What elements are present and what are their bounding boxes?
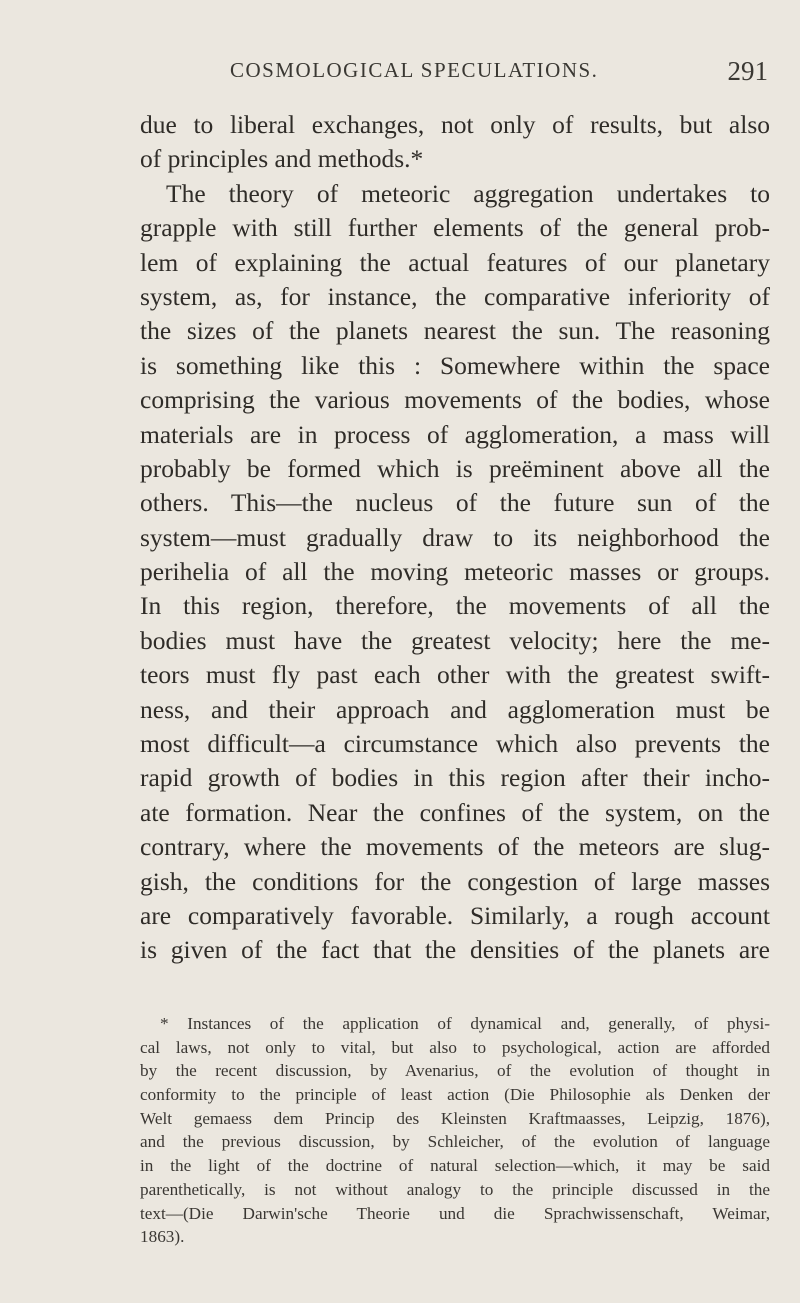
body-line: perihelia of all the moving meteoric masses or groups.	[140, 557, 770, 587]
body-line: gish, the conditions for the congestion of large masses	[140, 866, 770, 896]
body-line: teors must fly past each other with the greatest swift-	[140, 660, 770, 690]
running-title: COSMOLOGICAL SPECULATIONS.	[230, 58, 599, 82]
body-line: the sizes of the planets nearest the sun. The reasoning	[140, 316, 770, 346]
footnote-line: text—(Die Darwin'sche Theorie und die Sprachwissenschaft, Weimar,	[140, 1203, 770, 1223]
footnote-line: in the light of the doctrine of natural selection—which, it may be said	[140, 1156, 770, 1176]
body-line: The theory of meteoric aggregation undertakes to	[166, 178, 770, 208]
footnote-line: by the recent discussion, by Avenarius, of the evolution of thought in	[140, 1061, 770, 1081]
footnote-line: Welt gemaess dem Princip des Kleinsten Kraftmaasses, Leipzig, 1876),	[140, 1108, 770, 1128]
footnote	[140, 1012, 770, 1249]
page-number: 291	[727, 56, 768, 86]
footnote-line: and the previous discussion, by Schleicher, of the evolution of language	[140, 1132, 770, 1152]
footnote-line: * Instances of the application of dynamical and, generally, of physi-	[160, 1014, 770, 1033]
body-line: materials are in process of agglomeration, a mass will	[140, 419, 770, 449]
body-line: ate formation. Near the confines of the system, on the	[140, 797, 770, 827]
body-line: is given of the fact that the densities of the planets are	[140, 935, 770, 965]
body-line: comprising the various movements of the bodies, whose	[140, 385, 770, 415]
footnote-line: parenthetically, is not without analogy to the principle discussed in the	[140, 1179, 770, 1199]
body-line: probably be formed which is preëminent above all the	[140, 453, 770, 483]
body-line: most difficult—a circumstance which also prevents the	[140, 729, 770, 759]
body-line: bodies must have the greatest velocity; here the me-	[140, 625, 770, 655]
body-line: due to liberal exchanges, not only of results, but also	[140, 110, 770, 139]
body-line: others. This—the nucleus of the future sun of the	[140, 488, 770, 518]
body-line: rapid growth of bodies in this region after their incho-	[140, 763, 770, 793]
body-line: system, as, for instance, the comparative inferiority of	[140, 281, 770, 311]
body-line: ness, and their approach and agglomeration must be	[140, 694, 770, 724]
footnote-line: cal laws, not only to vital, but also to psychological, action are afforded	[140, 1037, 770, 1057]
body-line: lem of explaining the actual features of our planetary	[140, 247, 770, 277]
body-line: is something like this : Somewhere within the space	[140, 350, 770, 380]
body-text	[140, 108, 770, 968]
body-line: are comparatively favorable. Similarly, a rough account	[140, 900, 770, 930]
body-line: contrary, where the movements of the meteors are slug-	[140, 832, 770, 862]
footnote-line: conformity to the principle of least action (Die Philosophie als Denken der	[140, 1085, 770, 1105]
running-head	[140, 58, 770, 98]
footnote-line: 1863).	[140, 1227, 185, 1247]
body-line: system—must gradually draw to its neighborhood the	[140, 522, 770, 552]
body-line: of principles and methods.*	[140, 144, 424, 174]
body-line: In this region, therefore, the movements of all the	[140, 591, 770, 621]
body-line: grapple with still further elements of the general prob-	[140, 213, 770, 243]
